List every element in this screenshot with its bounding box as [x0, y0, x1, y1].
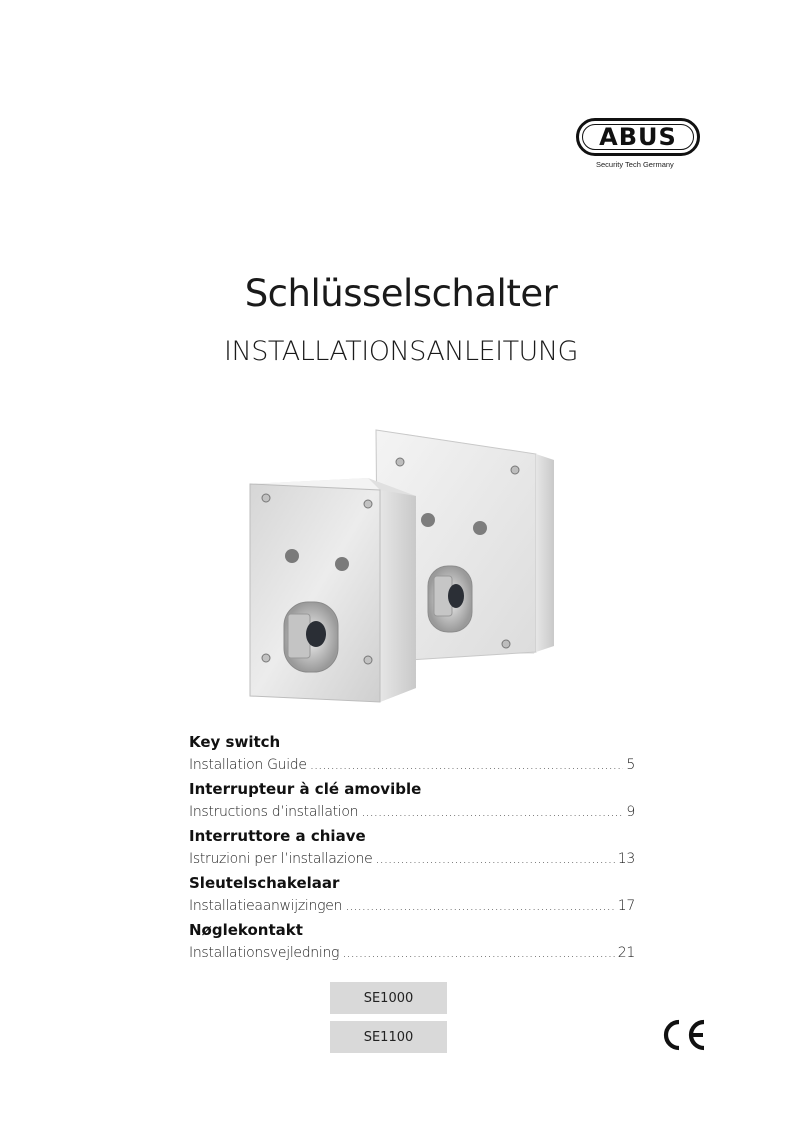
toc-page-number: 21: [617, 945, 635, 961]
toc-leader: [375, 848, 614, 871]
toc-entry-italian: [189, 824, 635, 871]
product-photo: [244, 426, 564, 708]
toc-label: Istruzioni per l’installazione: [189, 851, 373, 867]
toc-heading: Key switch: [189, 733, 281, 751]
ce-mark-icon: [660, 1018, 708, 1052]
toc-entry-french: [189, 777, 635, 824]
logo-oval: [576, 118, 700, 156]
toc-heading: Nøglekontakt: [189, 921, 303, 939]
toc-heading: Sleutelschakelaar: [189, 874, 340, 892]
toc-leader: [361, 801, 623, 824]
toc-leader: [345, 895, 615, 918]
toc-page-number: 17: [617, 898, 635, 914]
page-title: Schlüsselschalter: [244, 272, 558, 315]
toc-label: Instructions d’installation: [189, 804, 359, 820]
abus-logo: [576, 118, 704, 172]
table-of-contents: [189, 730, 635, 965]
toc-heading: Interruttore a chiave: [189, 827, 366, 845]
toc-entry-danish: [189, 918, 635, 965]
toc-page-number: 5: [626, 757, 635, 773]
toc-line: [189, 848, 635, 871]
page-subtitle: INSTALLATIONSANLEITUNG: [224, 336, 578, 367]
toc-line: [189, 895, 635, 918]
toc-line: [189, 942, 635, 965]
toc-page-number: 9: [626, 804, 635, 820]
brand-name: ABUS: [599, 123, 677, 151]
toc-line: [189, 801, 635, 824]
toc-leader: [310, 754, 624, 777]
model-badge-se1000: SE1000: [330, 982, 447, 1014]
toc-label: Installation Guide: [189, 757, 307, 773]
toc-entry-dutch: [189, 871, 635, 918]
toc-leader: [342, 942, 615, 965]
toc-heading: Interrupteur à clé amovible: [189, 780, 422, 798]
toc-line: [189, 754, 635, 777]
brand-tagline: Security Tech Germany: [596, 160, 674, 169]
model-badge-se1100: SE1100: [330, 1021, 447, 1053]
surface-mount-unit: [250, 478, 416, 702]
toc-label: Installationsvejledning: [189, 945, 340, 961]
toc-page-number: 13: [617, 851, 635, 867]
toc-label: Installatieaanwijzingen: [189, 898, 343, 914]
toc-entry-english: [189, 730, 635, 777]
